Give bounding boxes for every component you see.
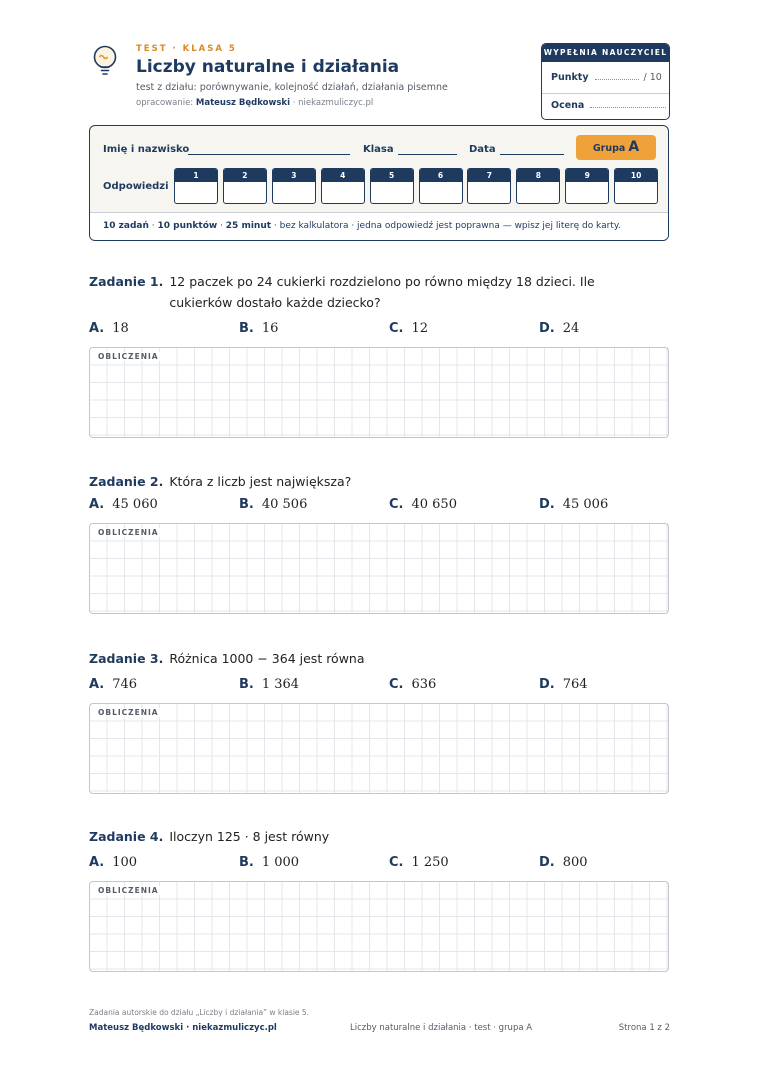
option-a[interactable]: A. 45 060 bbox=[89, 497, 158, 512]
calculation-label: OBLICZENIA bbox=[98, 708, 159, 717]
option-a[interactable]: A. 100 bbox=[89, 855, 138, 870]
page-title: Liczby naturalne i działania bbox=[136, 57, 400, 77]
answer-box-number: 5 bbox=[371, 169, 413, 182]
answer-box-9[interactable] bbox=[565, 168, 609, 204]
class-label: Klasa bbox=[363, 144, 394, 155]
answer-box-number: 10 bbox=[615, 169, 657, 182]
info-time: 25 minut bbox=[225, 221, 272, 231]
calculation-area[interactable] bbox=[89, 523, 669, 614]
answer-box-number: 4 bbox=[322, 169, 364, 182]
author-site: · niekazmuliczyc.pl bbox=[292, 98, 374, 108]
author-name: Mateusz Będkowski bbox=[195, 98, 291, 108]
calculation-area[interactable] bbox=[89, 881, 669, 972]
lightbulb-logo-icon bbox=[90, 44, 120, 80]
task-3 bbox=[89, 648, 669, 794]
footer-doc-info: Liczby naturalne i działania · test · grupa A bbox=[350, 1023, 533, 1033]
task-options bbox=[89, 677, 669, 699]
date-field[interactable] bbox=[500, 154, 564, 155]
option-c[interactable]: C. 40 650 bbox=[389, 497, 457, 512]
grade-label: Ocena bbox=[551, 100, 585, 111]
answer-box-8[interactable] bbox=[516, 168, 560, 204]
group-badge bbox=[576, 135, 656, 160]
task-label: Zadanie 4. bbox=[89, 829, 164, 844]
grade-field[interactable] bbox=[590, 107, 666, 108]
author-line bbox=[136, 98, 373, 108]
task-1 bbox=[89, 271, 669, 438]
footer-page-number: Strona 1 z 2 bbox=[618, 1023, 670, 1033]
task-text: Różnica 1000 − 364 jest równa bbox=[169, 651, 365, 666]
option-b[interactable]: B. 1 000 bbox=[239, 855, 300, 870]
teacher-divider bbox=[542, 93, 669, 94]
name-label: Imię i nazwisko bbox=[103, 144, 190, 155]
option-b[interactable]: B. 16 bbox=[239, 321, 279, 336]
calculation-label: OBLICZENIA bbox=[98, 352, 159, 361]
info-tasks: 10 zadań bbox=[103, 221, 149, 231]
option-a[interactable]: A. 18 bbox=[89, 321, 129, 336]
footer-author: Mateusz Będkowski · niekazmuliczyc.pl bbox=[89, 1023, 277, 1033]
teacher-box-title: WYPEŁNIA NAUCZYCIEL bbox=[542, 44, 669, 62]
option-b[interactable]: B. 40 506 bbox=[239, 497, 308, 512]
answer-box-number: 8 bbox=[517, 169, 559, 182]
answer-box-1[interactable] bbox=[174, 168, 218, 204]
answer-box-3[interactable] bbox=[272, 168, 316, 204]
task-text: Która z liczb jest największa? bbox=[169, 474, 352, 489]
answer-box-number: 2 bbox=[224, 169, 266, 182]
footer-note: Zadania autorskie do działu „Liczby i działania” w klasie 5. bbox=[89, 1008, 310, 1017]
task-question bbox=[89, 648, 669, 669]
answer-box-6[interactable] bbox=[419, 168, 463, 204]
test-kicker: TEST · KLASA 5 bbox=[136, 44, 237, 54]
answer-box-number: 3 bbox=[273, 169, 315, 182]
calculation-label: OBLICZENIA bbox=[98, 886, 159, 895]
points-label: Punkty bbox=[551, 72, 589, 83]
page-subtitle: test z działu: porównywanie, kolejność działań, działania pisemne bbox=[136, 82, 448, 93]
task-question bbox=[89, 826, 669, 847]
task-options bbox=[89, 497, 669, 519]
student-card bbox=[89, 125, 669, 241]
answer-box-7[interactable] bbox=[467, 168, 511, 204]
task-options bbox=[89, 321, 669, 343]
grade-row bbox=[551, 100, 666, 111]
card-info: 10 zadań · 10 punktów · 25 minut · bez kalkulatora · jedna odpowiedź jest poprawna — wpisz jej literę do karty. bbox=[90, 212, 668, 240]
option-a[interactable]: A. 746 bbox=[89, 677, 138, 692]
task-label: Zadanie 1. bbox=[89, 274, 164, 289]
option-c[interactable]: C. 1 250 bbox=[389, 855, 449, 870]
task-text: Iloczyn 125 · 8 jest równy bbox=[169, 829, 330, 844]
answer-box-2[interactable] bbox=[223, 168, 267, 204]
task-2 bbox=[89, 471, 669, 614]
group-label: Grupa bbox=[592, 143, 626, 154]
points-row bbox=[551, 72, 662, 83]
author-prefix: opracowanie: bbox=[136, 98, 194, 108]
option-d[interactable]: D. 45 006 bbox=[539, 497, 609, 512]
info-rest: · bez kalkulatora · jedna odpowiedź jest poprawna — wpisz jej literę do karty. bbox=[273, 221, 621, 231]
task-label: Zadanie 2. bbox=[89, 474, 164, 489]
class-field[interactable] bbox=[398, 154, 457, 155]
answers-label: Odpowiedzi bbox=[103, 181, 169, 192]
option-d[interactable]: D. 24 bbox=[539, 321, 580, 336]
name-field[interactable] bbox=[188, 154, 350, 155]
teacher-box bbox=[541, 43, 670, 120]
task-text: 12 paczek po 24 cukierki rozdzielono po równo między 18 dzieci. Ile cukierków dostało każde dziecko? bbox=[169, 274, 595, 310]
task-question bbox=[89, 271, 669, 313]
answer-box-number: 7 bbox=[468, 169, 510, 182]
option-b[interactable]: B. 1 364 bbox=[239, 677, 300, 692]
option-c[interactable]: C. 12 bbox=[389, 321, 429, 336]
answer-box-number: 1 bbox=[175, 169, 217, 182]
points-field[interactable] bbox=[595, 79, 639, 80]
answer-box-10[interactable] bbox=[614, 168, 658, 204]
points-max: / 10 bbox=[643, 72, 662, 83]
task-options bbox=[89, 855, 669, 877]
option-d[interactable]: D. 764 bbox=[539, 677, 588, 692]
group-letter: A bbox=[628, 139, 640, 155]
option-d[interactable]: D. 800 bbox=[539, 855, 588, 870]
info-points: 10 punktów bbox=[157, 221, 218, 231]
calculation-area[interactable] bbox=[89, 347, 669, 438]
answer-box-number: 9 bbox=[566, 169, 608, 182]
task-4 bbox=[89, 826, 669, 972]
calculation-label: OBLICZENIA bbox=[98, 528, 159, 537]
answer-box-5[interactable] bbox=[370, 168, 414, 204]
task-question bbox=[89, 471, 669, 492]
answer-box-4[interactable] bbox=[321, 168, 365, 204]
option-c[interactable]: C. 636 bbox=[389, 677, 437, 692]
task-label: Zadanie 3. bbox=[89, 651, 164, 666]
date-label: Data bbox=[469, 144, 496, 155]
answer-box-number: 6 bbox=[420, 169, 462, 182]
calculation-area[interactable] bbox=[89, 703, 669, 794]
